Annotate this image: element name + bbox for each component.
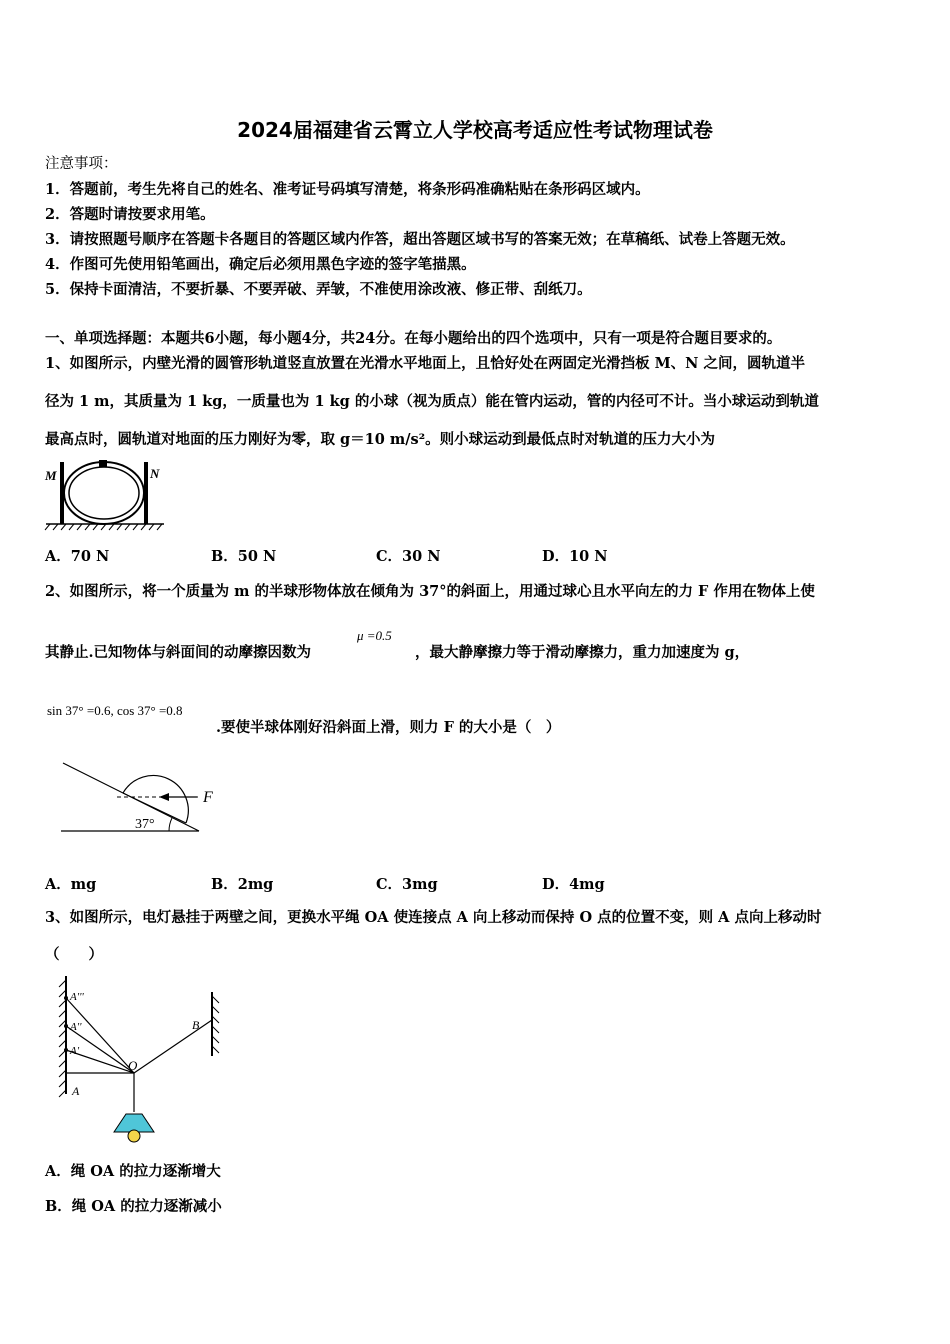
q1-option-b: B．50 N — [211, 548, 277, 565]
q1-text: 径为 1 m，其质量为 1 kg，一质量也为 1 kg 的小球（视为质点）能在管内运动，管的内径可不计。当小球运动到轨道 — [45, 393, 819, 410]
q1-option-a: A．70 N — [45, 548, 110, 565]
notice-item: 1．答题前，考生先将自己的姓名、准考证号码填写清楚，将条形码准确粘贴在条形码区域内。 — [45, 181, 650, 198]
notice-item: 2．答题时请按要求用笔。 — [45, 206, 215, 223]
q2-mu-formula: μ =0.5 — [357, 628, 392, 643]
q2-figure — [55, 755, 235, 840]
q2-text: ，最大静摩擦力等于滑动摩擦力，重力加速度为 g， — [415, 644, 750, 661]
notice-item: 4．作图可先使用铅笔画出，确定后必须用黑色字迹的签字笔描黑。 — [45, 256, 476, 273]
q2-trig-formula: sin 37° =0.6, cos 37° =0.8 — [47, 703, 183, 718]
force-label: F — [203, 789, 213, 806]
q3-option-b: B．绳 OA 的拉力逐渐减小 — [45, 1198, 222, 1215]
q2-text: .要使半球体刚好沿斜面上滑，则力 F 的大小是（ ） — [216, 719, 561, 736]
arrow-head — [159, 793, 169, 801]
label-b: B — [192, 1018, 200, 1032]
label-a2: A'' — [70, 1021, 82, 1033]
q3-figure — [46, 970, 246, 1145]
lamp-bulb-icon — [128, 1130, 140, 1142]
label-m: M — [45, 468, 57, 483]
q3-text: （ ） — [45, 946, 103, 963]
ring-outer — [64, 462, 144, 524]
label-a3: A''' — [70, 991, 84, 1003]
q2-text: 其静止.已知物体与斜面间的动摩擦因数为 — [45, 644, 312, 661]
q1-figure — [42, 456, 168, 532]
q3-text: 3、如图所示，电灯悬挂于两壁之间，更换水平绳 OA 使连接点 A 向上移动而保持 O 点的位置不变，则 A 点向上移动时 — [45, 909, 822, 926]
ring-inner — [69, 467, 139, 519]
notice-item: 3．请按照题号顺序在答题卡各题目的答题区域内作答，超出答题区域书写的答案无效；在草稿纸、试卷上答题无效。 — [45, 231, 795, 248]
q3-option-a: A．绳 OA 的拉力逐渐增大 — [45, 1163, 221, 1180]
label-a: A — [72, 1084, 80, 1098]
lamp-shade — [114, 1114, 154, 1132]
point-a2 — [64, 1024, 68, 1028]
notice-heading: 注意事项： — [45, 156, 118, 172]
label-n: N — [150, 466, 160, 481]
point-a3 — [64, 996, 68, 1000]
page-title: 2024届福建省云霄立人学校高考适应性考试物理试卷 — [237, 118, 713, 142]
q2-option-b: B．2mg — [211, 876, 274, 893]
q2-option-a: A．mg — [45, 876, 97, 893]
q2-option-c: C．3mg — [376, 876, 438, 893]
q1-option-c: C．30 N — [376, 548, 441, 565]
ball — [99, 460, 107, 467]
label-a1: A' — [70, 1045, 80, 1057]
q2-option-d: D．4mg — [542, 876, 605, 893]
q2-text: 2、如图所示，将一个质量为 m 的半球形物体放在倾角为 37°的斜面上，用通过球心且水平向左的力 F 作用在物体上使 — [45, 583, 815, 600]
section-heading: 一、单项选择题：本题共6小题，每小题4分，共24分。在每小题给出的四个选项中，只有一项是符合题目要求的。 — [45, 330, 782, 347]
q1-text: 最高点时，圆轨道对地面的压力刚好为零，取 g＝10 m/s²。则小球运动到最低点时对轨道的压力大小为 — [45, 431, 716, 448]
label-o: O — [128, 1058, 138, 1073]
point-a1 — [64, 1048, 68, 1052]
q1-option-d: D．10 N — [542, 548, 608, 565]
hemisphere — [123, 776, 188, 823]
angle-label: 37° — [135, 817, 155, 832]
q1-text: 1、如图所示，内壁光滑的圆管形轨道竖直放置在光滑水平地面上，且恰好处在两固定光滑挡板 M、N 之间，圆轨道半 — [45, 355, 805, 372]
angle-arc — [169, 818, 172, 831]
notice-item: 5．保持卡面清洁，不要折暴、不要弄破、弄皱，不准使用涂改液、修正带、刮纸刀。 — [45, 281, 592, 298]
